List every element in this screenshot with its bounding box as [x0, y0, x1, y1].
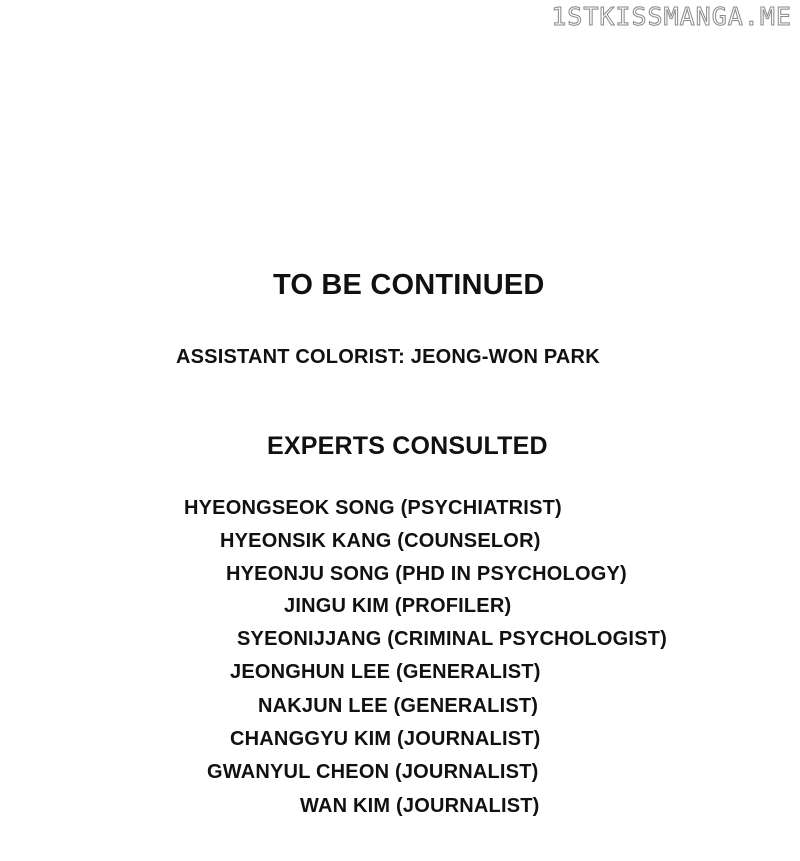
- expert-credit-2: HYEONSIK KANG (COUNSELOR): [220, 530, 541, 552]
- expert-credit-10: WAN KIM (JOURNALIST): [300, 795, 540, 817]
- expert-credit-6: JEONGHUN LEE (GENERALIST): [230, 661, 541, 683]
- expert-credit-8: CHANGGYU KIM (JOURNALIST): [230, 728, 541, 750]
- expert-credit-1: HYEONGSEOK SONG (PSYCHIATRIST): [184, 497, 562, 519]
- expert-credit-4: JINGU KIM (PROFILER): [284, 595, 512, 617]
- experts-consulted-heading: EXPERTS CONSULTED: [267, 432, 548, 460]
- expert-credit-5: SYEONIJJANG (CRIMINAL PSYCHOLOGIST): [237, 628, 668, 650]
- expert-credit-3: HYEONJU SONG (PHD IN PSYCHOLOGY): [226, 563, 627, 585]
- expert-credit-7: NAKJUN LEE (GENERALIST): [258, 695, 539, 717]
- site-watermark: 1STKISSMANGA.ME: [551, 2, 792, 31]
- expert-credit-9: GWANYUL CHEON (JOURNALIST): [207, 761, 539, 783]
- to-be-continued-title: TO BE CONTINUED: [273, 269, 545, 301]
- assistant-colorist-credit: ASSISTANT COLORIST: JEONG-WON PARK: [176, 346, 600, 368]
